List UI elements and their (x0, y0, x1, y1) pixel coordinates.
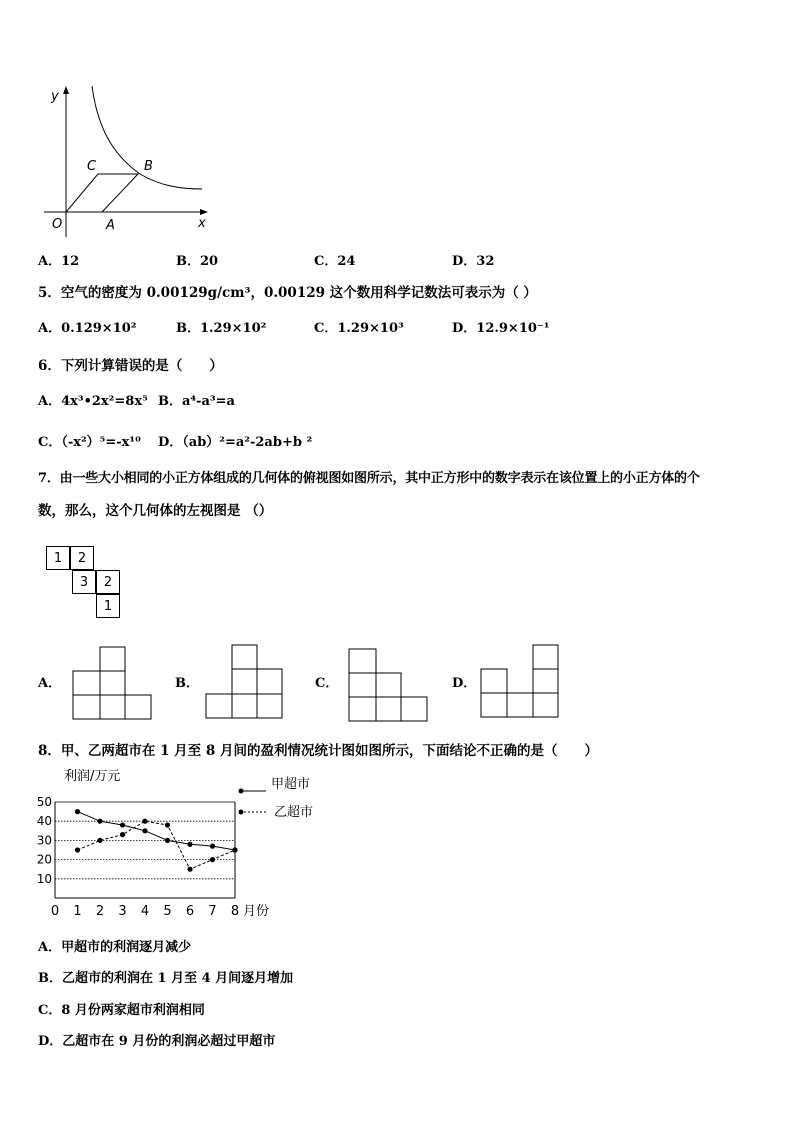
q6-option-a[interactable]: A．4x³•2x²=8x⁵ (38, 394, 148, 409)
q4-hyperbola-graph (36, 82, 226, 242)
parallelogram-oabc (66, 174, 138, 212)
q7-option-d-figure (480, 644, 562, 720)
q4-option-a[interactable]: A．12 (38, 254, 80, 269)
grid-cell: 3 (72, 570, 96, 594)
y-tick-label: 30 (36, 833, 52, 848)
q6-option-d[interactable]: D．（ab）²=a²-2ab+b ² (158, 435, 313, 450)
y-tick-label: 10 (36, 871, 52, 886)
data-point (120, 822, 125, 827)
x-tick-label: 6 (185, 904, 195, 919)
x-tick-label: 7 (208, 904, 217, 919)
data-point (97, 819, 102, 824)
grid-cell: 1 (46, 546, 70, 570)
grid-cell: 2 (70, 546, 94, 570)
label-x: x (198, 216, 206, 231)
data-point (210, 844, 215, 849)
data-point (97, 838, 102, 843)
x-tick-label: 2 (95, 904, 105, 919)
q5-option-c[interactable]: C．1.29×10³ (314, 321, 404, 336)
data-point (142, 828, 147, 833)
q7-stem-line2: 数，那么，这个几何体的左视图是 （） (38, 503, 273, 519)
label-y: y (51, 89, 59, 104)
data-point (120, 832, 125, 837)
y-tick-label: 40 (36, 814, 52, 829)
data-point (165, 838, 170, 843)
q6-option-b[interactable]: B．a⁴-a³=a (158, 394, 235, 409)
q5-option-b[interactable]: B．1.29×10² (176, 321, 267, 336)
q8-option-b[interactable]: B．乙超市的利润在 1 月至 4 月间逐月增加 (38, 971, 294, 986)
q7-stem-line1: 7．由一些大小相同的小正方体组成的几何体的俯视图如图所示，其中正方形中的数字表示在该位置上的小正方体的个 (38, 471, 700, 486)
q6-option-c[interactable]: C．（-x²）⁵=-x¹⁰ (38, 435, 141, 450)
legend-label-yi: 乙超市 (274, 805, 314, 820)
q5-option-d[interactable]: D．12.9×10⁻¹ (452, 321, 550, 336)
data-point (232, 847, 237, 852)
grid-cell: 2 (96, 570, 120, 594)
x-axis-arrow (200, 209, 208, 215)
q4-option-d[interactable]: D．32 (452, 254, 495, 269)
label-b: B (144, 159, 153, 174)
q7-option-b-figure (205, 644, 285, 722)
q7-option-c-label[interactable]: C． (315, 676, 339, 691)
x-tick-label: 5 (163, 904, 172, 919)
q7-option-b-label[interactable]: B． (175, 676, 199, 691)
label-c: C (87, 159, 97, 174)
label-o: O (52, 217, 63, 232)
q4-option-b[interactable]: B．20 (176, 254, 219, 269)
q7-option-d-label[interactable]: D． (452, 676, 477, 691)
label-a: A (106, 218, 115, 233)
y-tick-label: 50 (36, 795, 52, 809)
data-point (75, 847, 80, 852)
data-point (210, 857, 215, 862)
x-tick-label: 4 (140, 904, 150, 919)
q8-profit-line-chart (30, 762, 330, 924)
data-point (75, 809, 80, 814)
data-point (187, 842, 192, 847)
legend-marker-jia (239, 789, 244, 794)
legend-marker-yi (239, 810, 244, 815)
q7-option-a-label[interactable]: A． (38, 676, 62, 691)
chart-xlabel: 月份 (243, 904, 270, 919)
data-point (142, 819, 147, 824)
x-tick-label: 8 (230, 904, 240, 919)
q4-option-c[interactable]: C．24 (314, 254, 356, 269)
data-point (165, 822, 170, 827)
data-point (187, 867, 192, 872)
chart-ylabel: 利润/万元 (64, 769, 121, 784)
legend-label-jia: 甲超市 (271, 777, 311, 792)
q8-stem: 8．甲、乙两超市在 1 月至 8 月间的盈利情况统计图如图所示，下面结论不正确的是（ ） (38, 743, 598, 759)
q7-option-c-figure (348, 648, 430, 724)
q7-option-a-figure (72, 646, 154, 722)
y-axis-arrow (63, 86, 69, 94)
x-tick-label: 1 (73, 904, 82, 919)
q5-option-a[interactable]: A．0.129×10² (38, 321, 137, 336)
q6-stem: 6．下列计算错误的是（ ） (38, 358, 223, 374)
y-tick-label: 20 (36, 852, 52, 867)
q5-stem: 5．空气的密度为 0.00129g/cm³，0.00129 这个数用科学记数法可表示为（ ） (38, 285, 537, 301)
x-tick-label: 3 (118, 904, 127, 919)
q8-option-c[interactable]: C．8 月份两家超市利润相同 (38, 1003, 205, 1018)
q8-option-d[interactable]: D．乙超市在 9 月份的利润必超过甲超市 (38, 1034, 276, 1049)
grid-cell: 1 (96, 594, 120, 618)
x-tick-label: 0 (50, 904, 60, 919)
q8-option-a[interactable]: A．甲超市的利润逐月减少 (38, 940, 192, 955)
